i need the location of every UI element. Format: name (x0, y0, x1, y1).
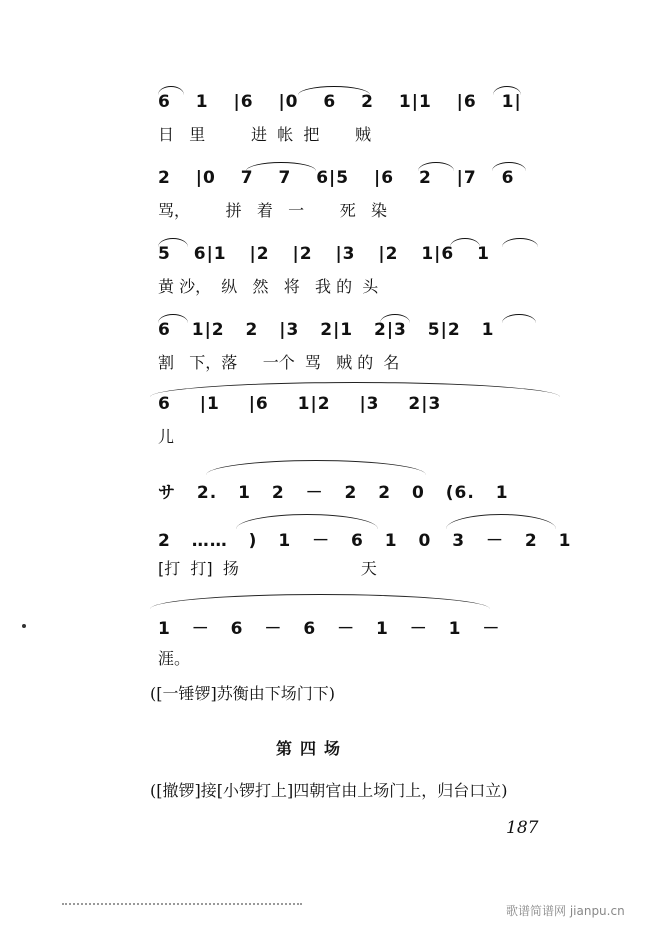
notes: 6 |1 |6 1|2 |3 2|3 (158, 394, 442, 414)
lyric-line: 割 下，落 一个 骂 贼 的 名 (158, 353, 400, 372)
lyric-line: 日 里 进 帐 把 贼 (158, 125, 371, 144)
notation-line (150, 168, 560, 194)
scene-title: 第四场 (276, 739, 349, 758)
notes: 2 …… ) 1 － 6 1 0 3 － 2 1 (158, 531, 572, 551)
stage-direction: ([撤锣]接[小锣打上]四朝官由上场门上，归台口立) (150, 781, 508, 800)
music-system-5 (150, 378, 560, 446)
notes: 6 1|2 2 |3 2|1 2|3 5|2 1 (158, 320, 495, 340)
watermark: 歌谱简谱网 jianpu.cn (506, 904, 625, 918)
lyric-line: 黄 沙， 纵 然 将 我 的 头 (158, 277, 379, 296)
lyric-line: 骂， 拼 着 一 死 染 (158, 201, 387, 220)
notation-line (150, 394, 560, 420)
notes: 2 |0 7 7 6|5 |6 2 |7 6 (158, 168, 515, 188)
phrase-slur (150, 594, 490, 609)
notation-line (150, 614, 560, 640)
notes: 5 6|1 |2 |2 |3 |2 1|6 1 (158, 244, 490, 264)
music-system-2 (150, 160, 560, 220)
lyric-line: 涯。 (158, 649, 191, 668)
notes: 1 － 6 － 6 － 1 － 1 － (158, 619, 501, 639)
music-system-1 (150, 84, 560, 144)
music-system-7 (150, 512, 572, 578)
music-system-6 (150, 458, 560, 503)
stray-dot (22, 624, 26, 628)
lyric-line: 儿 (158, 427, 175, 446)
music-system-4 (150, 312, 560, 372)
notation-line (150, 92, 560, 118)
phrase-slur (206, 460, 426, 475)
notation-line (150, 320, 560, 346)
stage-direction: ([一锤锣]苏衡由下场门下) (150, 684, 335, 703)
lyric-line: [打 打] 扬 天 (158, 559, 377, 578)
notation-line (150, 526, 572, 552)
notes: サ 2. 1 2 － 2 2 0 (6. 1 (158, 483, 509, 503)
notation-line (150, 478, 560, 504)
scan-artifact-line (62, 903, 302, 905)
music-system-3 (150, 236, 560, 296)
notes: 6 1 |6 |0 6 2 1|1 |6 1| (158, 92, 522, 112)
page-number: 187 (506, 818, 539, 838)
notation-line (150, 244, 560, 270)
music-system-8 (150, 590, 560, 670)
